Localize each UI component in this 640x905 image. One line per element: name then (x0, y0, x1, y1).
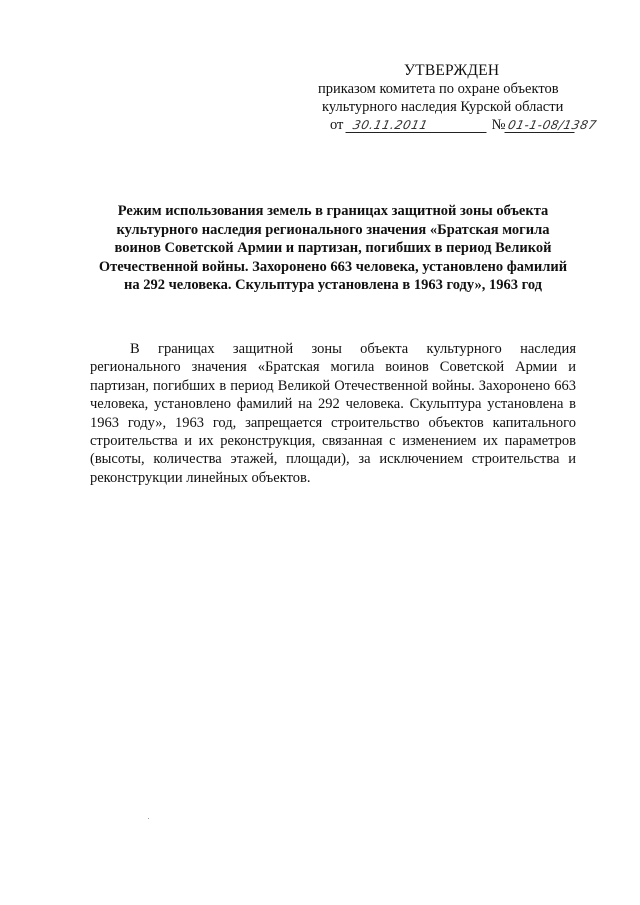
handwritten-date: 30.11.2011 (345, 118, 489, 133)
approval-date-number-line (318, 116, 598, 134)
approval-stamp-block (318, 62, 598, 134)
document-body-paragraph: В границах защитной зоны объекта культурного наследия регионального значения «Братская могила воинов Советской Армии и партизан, погибших в период Великой Отечественной войны. Захоронено 663 человека, установлено фамилий на 292 человека. Скульптура установлена в 1963 году», 1963 год, запрещается строительство объектов капитального строительства и их реконструкция, связанная с изменением их параметров (высоты, количества этажей, площади), за исключением строительства и реконструкции линейных объектов. (90, 341, 576, 486)
approval-committee-line: культурного наследия Курской области (322, 99, 564, 115)
document-title: Режим использования земель в границах защитной зоны объекта культурного наследия регионального значения «Братская могила воинов Советской Армии и партизан, погибших в период Великой Отечественной войны. Захоронено 663 человека, установлено фамилий на 292 человека. Скульптура установлена в 1963 году», 1963 год (98, 203, 568, 294)
date-prefix: от (330, 117, 344, 133)
approval-heading: УТВЕРЖДЕН (404, 62, 500, 79)
handwritten-number: 01-1-08/1387 (504, 118, 577, 133)
approval-order-line: приказом комитета по охране объектов (318, 81, 559, 97)
number-prefix: № (491, 117, 506, 133)
scan-speck (148, 818, 149, 819)
